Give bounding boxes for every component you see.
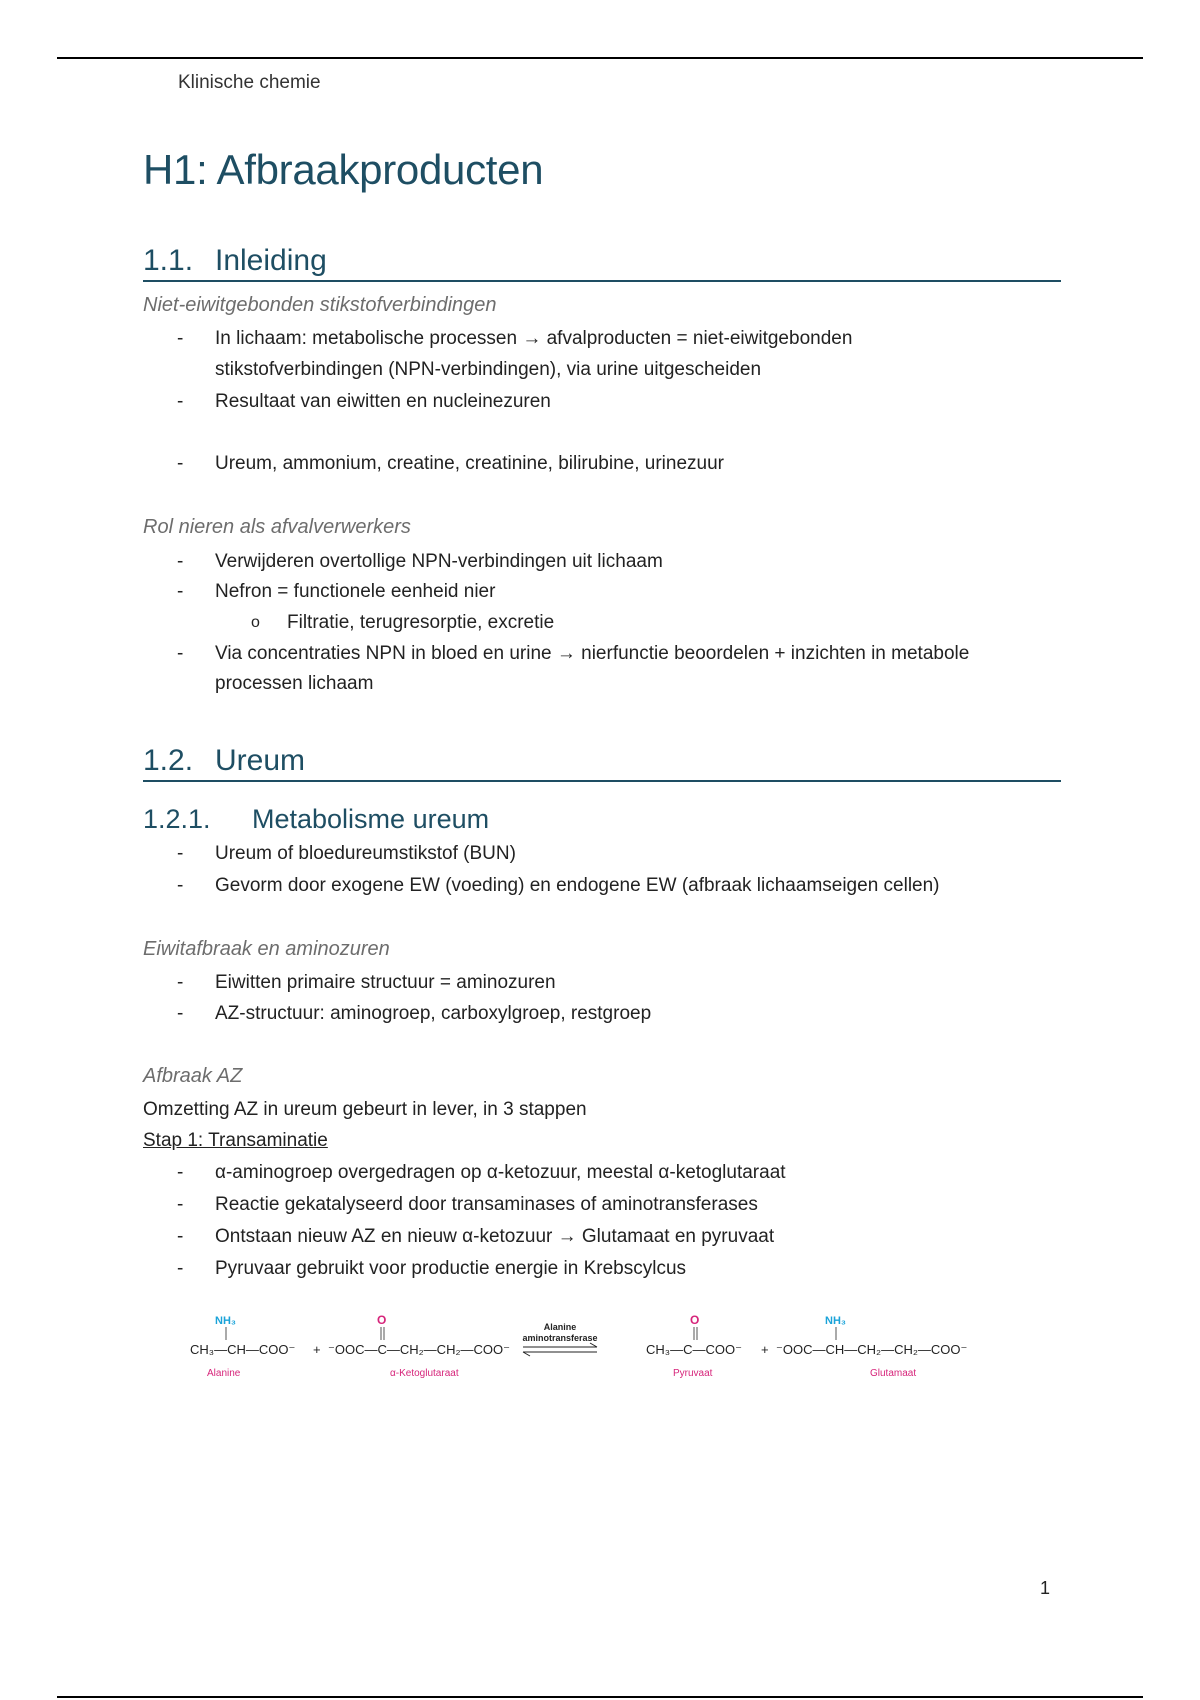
bullet-dash: - (177, 1194, 184, 1215)
transamination-reaction-diagram (185, 1310, 995, 1390)
bullet-dash: - (177, 643, 184, 664)
section-label: Inleiding (215, 244, 327, 277)
bullet-circle: o (251, 614, 260, 631)
subsection-label: Metabolisme ureum (252, 804, 490, 834)
subheading-kidney: Rol nieren als afvalverwerkers (143, 516, 411, 538)
list-item-text: Reactie gekatalyseerd door transaminases of aminotransferases (215, 1194, 758, 1215)
section-number: 1.2. (143, 744, 194, 777)
ketoglutarate-formula: ⁻OOC—C—CH₂—CH₂—COO⁻ (328, 1342, 510, 1357)
bullet-dash: - (177, 581, 184, 602)
page-number: 1 (1040, 1578, 1051, 1598)
enzyme-name-line1: Alanine (543, 1322, 577, 1332)
glutamate-amino-group: NH₃ (825, 1315, 846, 1327)
list-item-text: Verwijderen overtollige NPN-verbindingen uit lichaam (215, 551, 663, 572)
section-label: Ureum (215, 744, 306, 777)
list-item-text: Via concentraties NPN in bloed en urine → nierfunctie beoordelen + inzichten in metabole (215, 643, 970, 664)
list-item-text: processen lichaam (215, 673, 374, 694)
list-item-text: Eiwitten primaire structuur = aminozuren (215, 972, 556, 993)
bullet-dash: - (177, 1003, 184, 1024)
ketoglutarate-oxo-group: O (377, 1313, 387, 1327)
list-item-text: Ontstaan nieuw AZ en nieuw α-ketozuur → Glutamaat en pyruvaat (215, 1226, 775, 1247)
alanine-label: Alanine (207, 1368, 241, 1379)
subheading-protein: Eiwitafbraak en aminozuren (143, 938, 390, 960)
bullet-dash: - (177, 1258, 184, 1279)
list-item-text: Ureum of bloedureumstikstof (BUN) (215, 843, 516, 864)
plus-sign: + (313, 1342, 321, 1357)
ketoglutarate-label: α-Ketoglutaraat (390, 1368, 459, 1379)
section-number: 1.1. (143, 244, 194, 277)
footer-rule (57, 1696, 1143, 1698)
header-rule (57, 57, 1143, 59)
bullet-dash: - (177, 328, 184, 349)
bullet-dash: - (177, 1162, 184, 1183)
bullet-dash: - (177, 391, 184, 412)
subheading-npn: Niet-eiwitgebonden stikstofverbindingen (143, 294, 497, 316)
subheading-breakdown: Afbraak AZ (143, 1065, 243, 1087)
enzyme-name-line2: aminotransferase (522, 1333, 598, 1343)
list-item-text: Ureum, ammonium, creatine, creatinine, bilirubine, urinezuur (215, 453, 725, 474)
glutamate-label: Glutamaat (870, 1368, 917, 1379)
sub-list-item-text: Filtratie, terugresorptie, excretie (287, 612, 555, 633)
bullet-dash: - (177, 843, 184, 864)
glutamate-formula: ⁻OOC—CH—CH₂—CH₂—COO⁻ (776, 1342, 968, 1357)
reverse-arrow-head (523, 1352, 530, 1356)
list-item-text: Resultaat van eiwitten en nucleinezuren (215, 391, 551, 412)
running-header: Klinische chemie (178, 72, 321, 93)
plus-sign: + (761, 1342, 769, 1357)
list-item-text: In lichaam: metabolische processen → afvalproducten = niet-eiwitgebonden (215, 328, 853, 349)
bullet-dash: - (177, 972, 184, 993)
section-heading-inleiding (143, 244, 1061, 282)
list-item-text: Nefron = functionele eenheid nier (215, 581, 496, 602)
alanine-formula: CH₃—CH—COO⁻ (190, 1342, 296, 1357)
list-item-text: Gevorm door exogene EW (voeding) en endogene EW (afbraak lichaamseigen cellen) (215, 875, 940, 896)
pyruvate-oxo-group: O (690, 1313, 700, 1327)
bullet-dash: - (177, 875, 184, 896)
section-heading-ureum (143, 744, 1061, 782)
list-item-text: Pyruvaar gebruikt voor productie energie in Krebscylcus (215, 1258, 687, 1279)
chapter-title: H1: Afbraakproducten (143, 146, 544, 193)
list-item-text: stikstofverbindingen (NPN-verbindingen), via urine uitgescheiden (215, 359, 762, 380)
list-item-text: α-aminogroep overgedragen op α-ketozuur, meestal α-ketoglutaraat (215, 1162, 786, 1183)
pyruvate-label: Pyruvaat (673, 1368, 713, 1379)
pyruvate-formula: CH₃—C—COO⁻ (646, 1342, 742, 1357)
alanine-amino-group: NH₃ (215, 1315, 236, 1327)
list-item-text: AZ-structuur: aminogroep, carboxylgroep, restgroep (215, 1003, 652, 1024)
bullet-dash: - (177, 453, 184, 474)
forward-arrow-head (590, 1343, 597, 1347)
subsection-heading-metabolisme (143, 804, 489, 835)
bullet-dash: - (177, 1226, 184, 1247)
subsection-number: 1.2.1. (143, 804, 211, 834)
bullet-dash: - (177, 551, 184, 572)
step-heading: Stap 1: Transaminatie (143, 1130, 328, 1151)
breakdown-intro: Omzetting AZ in ureum gebeurt in lever, in 3 stappen (143, 1099, 587, 1120)
